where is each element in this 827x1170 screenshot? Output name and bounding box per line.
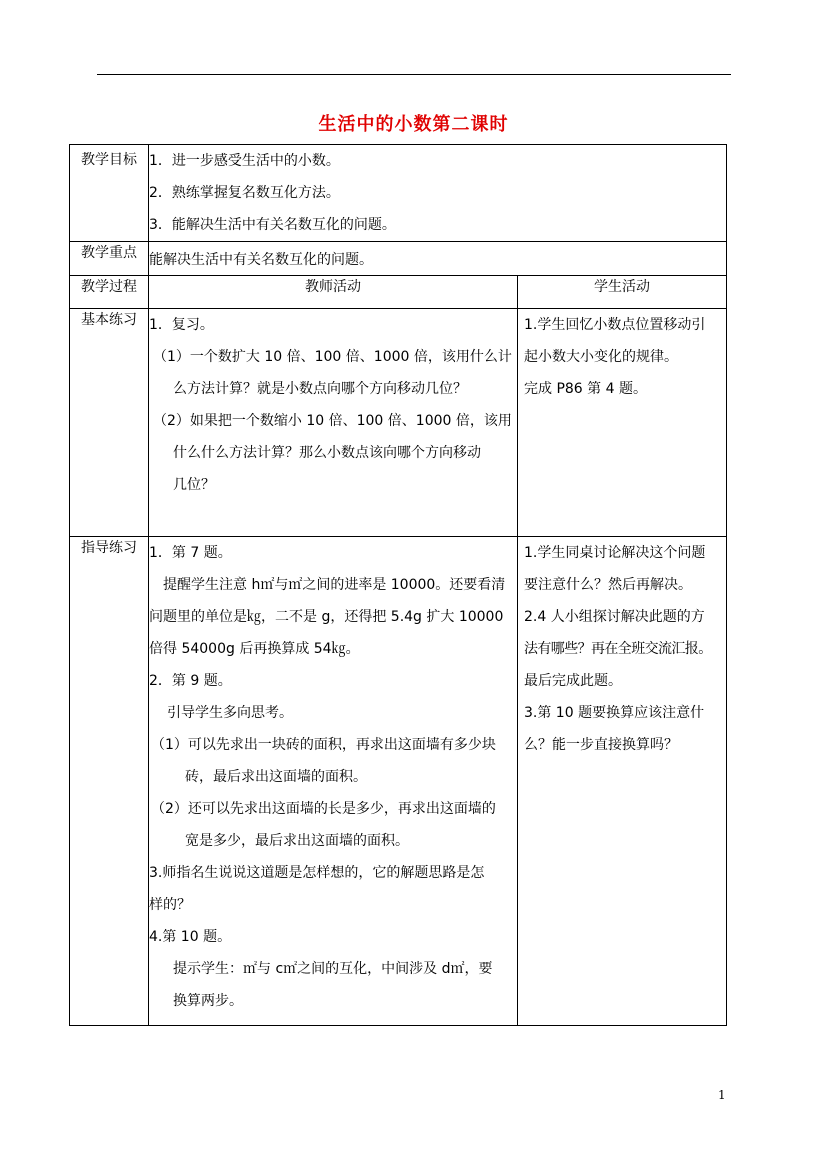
teacher-line: 问题里的单位是㎏，二不是 g，还得把 5.4g 扩大 10000 xyxy=(149,609,504,625)
teacher-line: 么方法计算？就是小数点向哪个方向移动几位？ xyxy=(173,381,467,397)
focus-text: 能解决生活中有关名数互化的问题。 xyxy=(149,242,727,276)
teacher-line: （1）可以先求出一块砖的面积，再求出这面墙有多少块 xyxy=(151,737,496,753)
row-process-header xyxy=(70,276,727,309)
row-basic-practice xyxy=(70,309,727,537)
basic-teacher-activity xyxy=(149,309,518,537)
student-activity-header: 学生活动 xyxy=(518,276,727,309)
teacher-activity-header: 教师活动 xyxy=(149,276,518,309)
document-title: 生活中的小数第二课时 xyxy=(318,114,509,135)
student-line: 2.4 人小组探讨解决此题的方 xyxy=(524,609,705,625)
header-rule xyxy=(97,74,731,75)
teacher-line: （2）如果把一个数缩小 10 倍、100 倍、1000 倍，该用 xyxy=(153,413,512,429)
process-label: 教学过程 xyxy=(70,276,149,309)
student-line: 么？能一步直接换算吗？ xyxy=(524,737,678,753)
teacher-line: 几位？ xyxy=(173,477,215,493)
row-guided-practice xyxy=(70,537,727,1026)
goal-line: 2．熟练掌握复名数互化方法。 xyxy=(149,185,340,201)
teacher-line: 1．复习。 xyxy=(149,317,214,333)
teacher-line: 样的？ xyxy=(149,897,191,913)
teacher-line: 提示学生：㎡与 c㎡之间的互化，中间涉及 d㎡，要 xyxy=(173,961,493,977)
basic-student-activity xyxy=(518,309,727,537)
teacher-line: 砖，最后求出这面墙的面积。 xyxy=(185,769,367,785)
row-focus xyxy=(70,242,727,276)
student-line: 最后完成此题。 xyxy=(524,673,622,689)
student-line: 1.学生回忆小数点位置移动引 xyxy=(524,317,706,333)
guided-label: 指导练习 xyxy=(70,537,149,1026)
teacher-line: 什么什么方法计算？那么小数点该向哪个方向移动 xyxy=(173,445,481,461)
teacher-line: 换算两步。 xyxy=(173,993,243,1009)
teacher-line: 3.师指名生说说这道题是怎样想的，它的解题思路是怎 xyxy=(149,865,485,881)
goal-line: 1．进一步感受生活中的小数。 xyxy=(149,153,340,169)
student-line: 3.第 10 题要换算应该注意什 xyxy=(524,705,705,721)
page-number: 1 xyxy=(718,1088,726,1102)
teacher-line: （2）还可以先求出这面墙的长是多少，再求出这面墙的 xyxy=(151,801,496,817)
focus-label: 教学重点 xyxy=(70,242,149,276)
goal-line: 3．能解决生活中有关名数互化的问题。 xyxy=(149,217,396,233)
student-line: 要注意什么？然后再解决。 xyxy=(524,577,692,593)
teacher-line: 提醒学生注意 h㎡与㎡之间的进率是 10000。还要看清 xyxy=(163,577,506,593)
goals-content xyxy=(149,145,727,242)
student-line: 完成 P86 第 4 题。 xyxy=(524,381,647,397)
teacher-line: （1）一个数扩大 10 倍、100 倍、1000 倍，该用什么计 xyxy=(153,349,512,365)
row-goals xyxy=(70,145,727,242)
teacher-line: 引导学生多向思考。 xyxy=(167,705,293,721)
teacher-line: 1．第 7 题。 xyxy=(149,545,232,561)
goals-label: 教学目标 xyxy=(81,152,137,168)
teacher-line: 2．第 9 题。 xyxy=(149,673,232,689)
student-line: 1.学生同桌讨论解决这个问题 xyxy=(524,545,706,561)
teacher-line: 宽是多少，最后求出这面墙的面积。 xyxy=(185,833,409,849)
student-line: 起小数大小变化的规律。 xyxy=(524,349,678,365)
basic-label: 基本练习 xyxy=(70,309,149,537)
teacher-line: 倍得 54000g 后再换算成 54㎏。 xyxy=(149,641,360,657)
guided-teacher-activity xyxy=(149,537,518,1026)
lesson-plan-table xyxy=(69,144,727,1026)
goals-label-cell xyxy=(70,145,149,242)
guided-student-activity xyxy=(518,537,727,1026)
teacher-line: 4.第 10 题。 xyxy=(149,929,232,945)
student-line: 法有哪些？再在全班交流汇报。 xyxy=(524,641,712,657)
